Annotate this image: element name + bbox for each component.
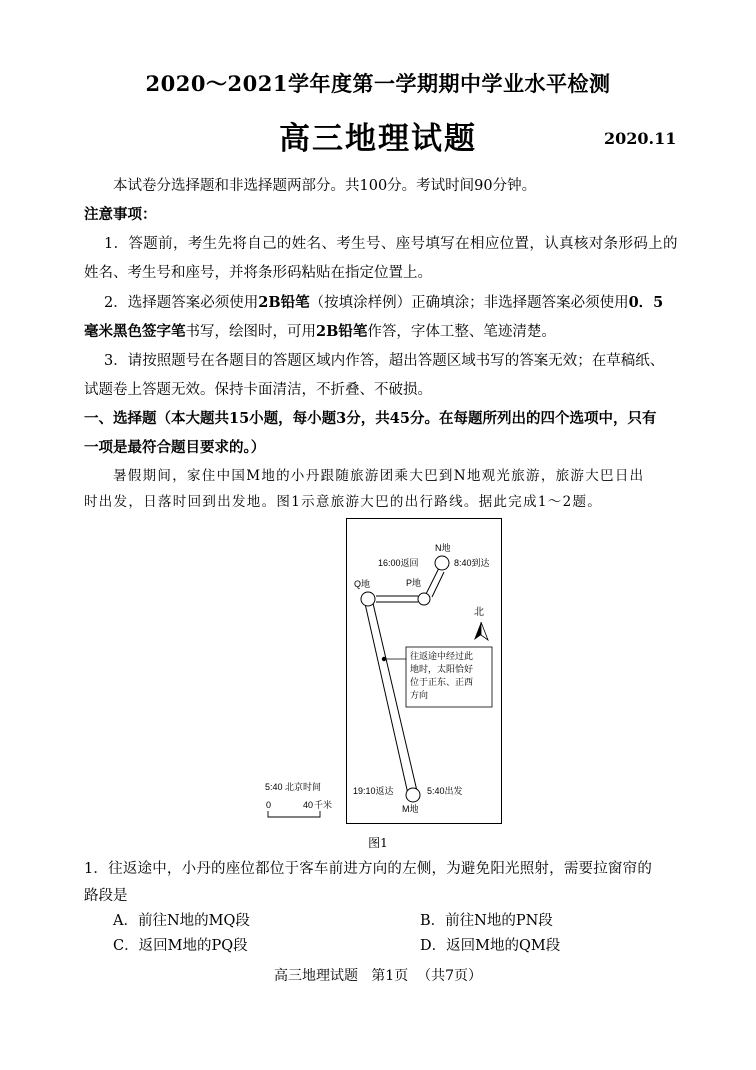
note-2-text-1: 2．选择题答案必须使用	[104, 295, 259, 311]
note-3-line-2: 试题卷上答题无效。保持卡面清洁，不折叠、不破损。	[84, 382, 432, 398]
m-label: M地	[402, 804, 419, 814]
node-m	[406, 788, 420, 802]
callout-line-2: 地时，太阳恰好	[410, 664, 474, 674]
note-3-line-1: 3．请按照题号在各题目的答题区域内作答，超出答题区域书写的答案无效；在草稿纸、	[104, 353, 665, 369]
option-d: D．返回M地的QM段	[420, 938, 561, 954]
passage-line-2: 时出发，日落时回到出发地。图1示意旅游大巴的出行路线。据此完成1～2题。	[84, 494, 603, 510]
callout-line-4: 方向	[410, 690, 429, 700]
option-a: A．前往N地的MQ段	[113, 913, 250, 929]
node-n	[435, 556, 449, 570]
callout-line-1: 往返途中经过此	[410, 651, 474, 661]
note-2-text-4: 作答，字体工整、笔迹清楚。	[367, 324, 556, 340]
question-1-line-1: 1．往返途中，小丹的座位都位于客车前进方向的左侧，为避免阳光照射，需要拉窗帘的	[84, 861, 653, 877]
figure-caption: 图1	[368, 836, 388, 850]
page-footer: 高三地理试题 第1页 （共7页）	[273, 968, 483, 984]
note-2-bold-size: 0．5	[628, 294, 664, 311]
node-q	[361, 592, 375, 606]
note-2-line-2	[84, 322, 556, 342]
exam-title: 2020～2021学年度第一学期期中学业水平检测	[145, 71, 611, 96]
exam-subtitle: 高三地理试题	[279, 121, 477, 157]
note-2-bold-pen: 毫米黑色签字笔	[84, 323, 186, 340]
intro-line: 本试卷分选择题和非选择题两部分。共100分。考试时间90分钟。	[113, 178, 537, 194]
notes-heading: 注意事项：	[84, 206, 157, 223]
exam-date: 2020.11	[604, 129, 677, 148]
option-c: C．返回M地的PQ段	[113, 938, 248, 954]
scale-unit: 千米	[314, 800, 333, 810]
note-2-text-3: 书写，绘图时，可用	[185, 324, 316, 340]
scale-max: 40	[303, 800, 314, 810]
note-1-line-2: 姓名、考生号和座号，并将条形码粘贴在指定位置上。	[84, 265, 432, 281]
route-pn	[426, 568, 444, 597]
option-b: B．前往N地的PN段	[420, 913, 553, 929]
scale-zero: 0	[266, 800, 272, 810]
p-label: P地	[406, 578, 422, 588]
node-p	[418, 593, 430, 605]
legend-time: 5:40 北京时间	[265, 782, 322, 792]
callout-line-3: 位于正东、正西	[410, 677, 474, 687]
note-2-line-1	[104, 293, 663, 313]
q-label: Q地	[354, 579, 371, 589]
m-depart-time: 5:40出发	[427, 786, 463, 796]
note-2-bold-pencil-2: 2B铅笔	[316, 323, 368, 340]
n-return-time: 16:00返回	[378, 558, 419, 568]
note-1-line-1: 1．答题前，考生先将自己的姓名、考生号、座号填写在相应位置，认真核对条形码上的	[104, 236, 678, 252]
passage-line-1: 暑假期间，家住中国M地的小丹跟随旅游团乘大巴到N地观光旅游，旅游大巴日出	[113, 468, 645, 484]
section-1-heading-line-1: 一、选择题（本大题共15小题，每小题3分，共45分。在每题所列出的四个选项中，只有	[84, 410, 657, 427]
scale-bar	[268, 811, 320, 817]
note-2-text-2: （按填涂样例）正确填涂；非选择题答案必须使用	[309, 295, 629, 311]
route-map	[260, 518, 510, 828]
north-label: 北	[474, 607, 484, 618]
question-1-line-2: 路段是	[84, 888, 128, 904]
n-arrive-time: 8:40到达	[454, 558, 490, 568]
m-return-time: 19:10返达	[353, 786, 394, 796]
note-2-bold-pencil: 2B铅笔	[258, 294, 310, 311]
n-label: N地	[435, 543, 451, 553]
section-1-heading-line-2: 一项是最符合题目要求的。）	[84, 439, 266, 456]
route-qp	[376, 596, 418, 602]
north-arrow-icon	[474, 622, 488, 640]
